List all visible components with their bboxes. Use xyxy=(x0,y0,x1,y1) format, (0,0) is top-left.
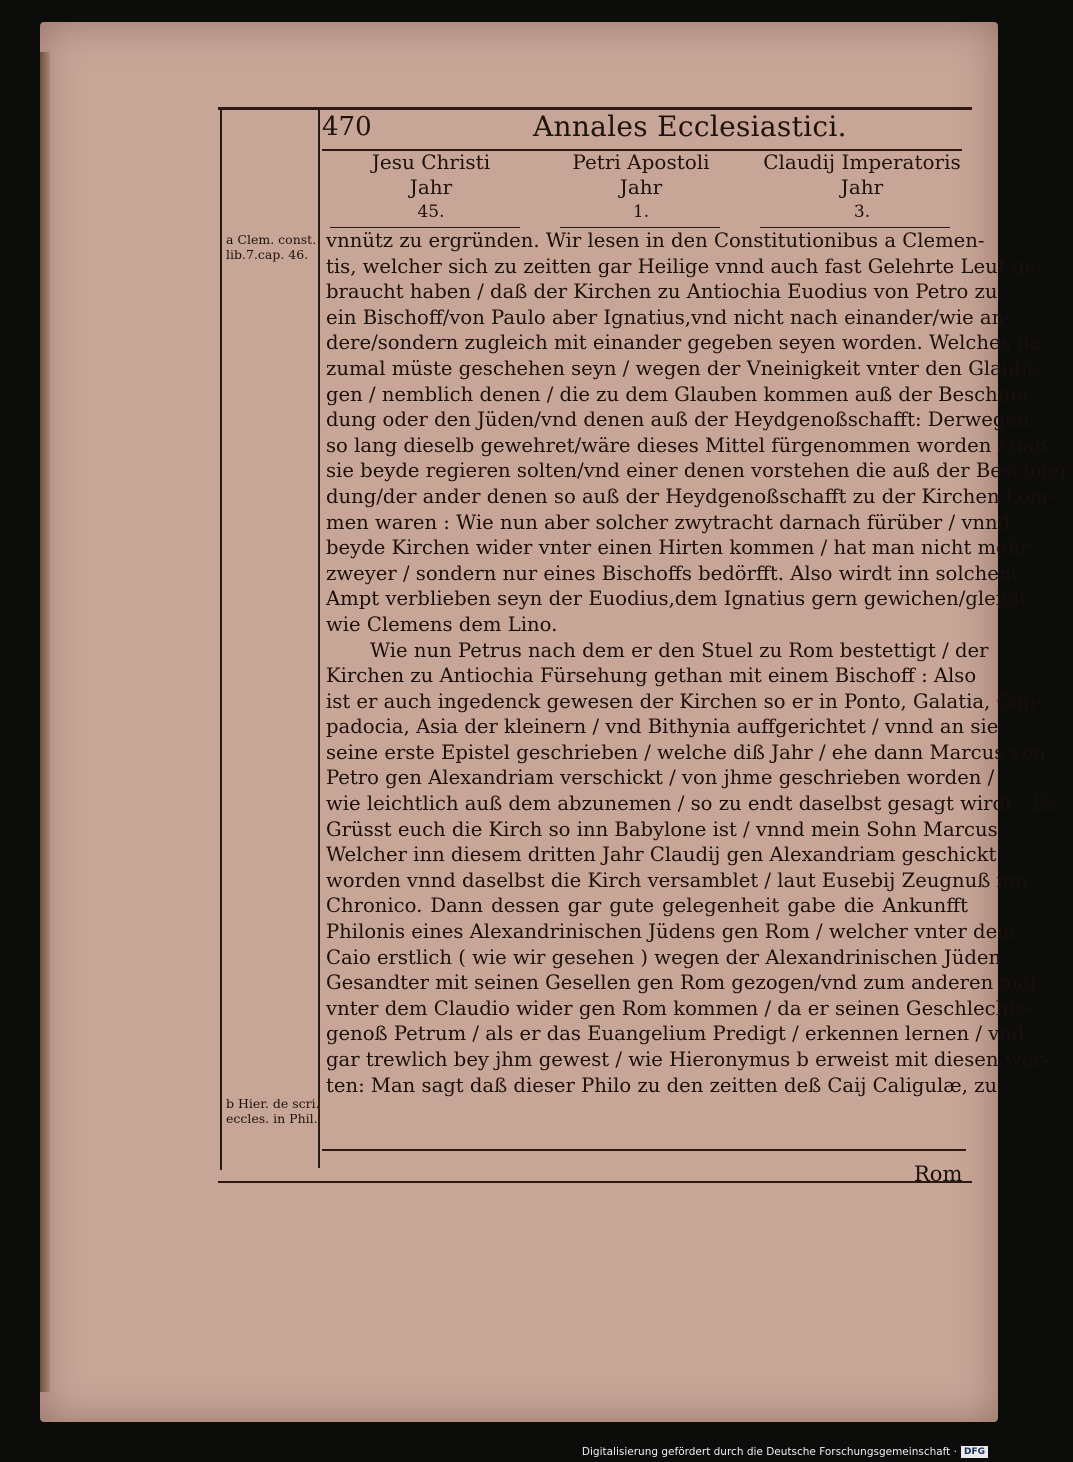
year-column-claudius xyxy=(762,150,962,225)
text-line: Chronico. Dann dessen gar gute gelegenheit gabe die Ankunfft xyxy=(326,894,968,918)
text-line: seine erste Epistel geschrieben / welche diß Jahr / ehe dann Marcus von xyxy=(326,740,1046,764)
text-line: dung oder den Jüden/vnd denen auß der Heydgenoßschafft: Derwegen xyxy=(326,408,1030,432)
text-line: zweyer / sondern nur eines Bischoffs bedörfft. Also wirdt inn solchem xyxy=(326,561,1018,585)
running-title: Annales Ecclesiastici. xyxy=(533,110,847,143)
marginal-note-line: eccles. in Phil. xyxy=(226,1111,318,1126)
text-line: vnter dem Claudio wider gen Rom kommen / da er seinen Geschlechts- xyxy=(326,996,1033,1020)
text-line: worden vnnd daselbst die Kirch versamblet / laut Eusebij Zeugnuß inn xyxy=(326,868,1029,892)
credit-text: Digitalisierung gefördert durch die Deutsche Forschungsgemeinschaft · xyxy=(581,1446,957,1458)
text-line: Caio erstlich ( wie wir gesehen ) wegen der Alexandrinischen Jüden xyxy=(326,945,1002,969)
dfg-logo: DFG xyxy=(961,1446,988,1458)
text-line: so lang dieselb gewehret/wäre dieses Mittel fürgenommen worden / daß xyxy=(326,433,1048,457)
year-column-label: Claudij Imperatoris xyxy=(763,150,961,174)
text-line: ein Bischoff/von Paulo aber Ignatius,vnd nicht nach einander/wie an- xyxy=(326,305,1011,329)
marginal-note-line: b Hier. de scri. xyxy=(226,1096,320,1111)
bottom-rule xyxy=(322,1149,966,1151)
marginal-note-a xyxy=(226,232,320,262)
text-line: dung/der ander denen so auß der Heydgenoßschafft zu der Kirchen kom- xyxy=(326,484,1055,508)
text-line: ten: Man sagt daß dieser Philo zu den zeitten deß Caij Caligulæ, zu xyxy=(326,1073,998,1097)
page-number: 470 xyxy=(322,112,372,142)
body-text xyxy=(326,228,1073,1098)
year-column-label: Jesu Christi xyxy=(371,150,491,174)
catchword: Rom xyxy=(914,1162,963,1186)
marginal-note-line: a Clem. const. xyxy=(226,232,317,247)
year-column-value: 45. xyxy=(417,202,445,222)
year-column-label: Jahr xyxy=(840,175,884,199)
text-line: wie leichtlich auß dem abzunemen / so zu endt daselbst gesagt wirdt : Es xyxy=(326,792,1057,816)
year-column-christ xyxy=(356,150,506,225)
year-column-peter xyxy=(566,150,716,225)
text-line: men waren : Wie nun aber solcher zwytracht darnach fürüber / vnnd xyxy=(326,510,1011,534)
year-column-label: Petri Apostoli xyxy=(572,150,710,174)
text-line: wie Clemens dem Lino. xyxy=(326,612,558,636)
text-line: ist er auch ingedenck gewesen der Kirchen so er in Ponto, Galatia, Cap- xyxy=(326,689,1043,713)
digitization-credit xyxy=(582,1446,988,1458)
text-line: braucht haben / daß der Kirchen zu Antiochia Euodius von Petro zu xyxy=(326,280,998,304)
text-line: Welcher inn diesem dritten Jahr Claudij gen Alexandriam geschickt xyxy=(326,843,997,867)
text-line: beyde Kirchen wider vnter einen Hirten kommen / hat man nicht mehr xyxy=(326,536,1030,560)
text-line: Ampt verblieben seyn der Euodius,dem Ignatius gern gewichen/gleich xyxy=(326,587,1026,611)
outer-bottom-rule xyxy=(218,1181,972,1183)
text-line: sie beyde regieren solten/vnd einer denen vorstehen die auß der Beschnei- xyxy=(326,459,1073,483)
year-column-label: Jahr xyxy=(619,175,663,199)
year-column-value: 1. xyxy=(632,202,650,222)
text-line: tis, welcher sich zu zeitten gar Heilige vnnd auch fast Gelehrte Leut ge- xyxy=(326,254,1043,278)
text-line: Kirchen zu Antiochia Fürsehung gethan mit einem Bischoff : Also xyxy=(326,664,977,688)
text-line: Grüsst euch die Kirch so inn Babylone ist / vnnd mein Sohn Marcus. xyxy=(326,817,1004,841)
text-line: Wie nun Petrus nach dem er den Stuel zu Rom bestettigt / der xyxy=(370,638,989,662)
text-line: vnnütz zu ergründen. Wir lesen in den Constitutionibus a Clemen- xyxy=(326,229,985,252)
text-line: Gesandter mit seinen Gesellen gen Rom gezogen/vnd zum anderen mal xyxy=(326,971,1036,995)
text-line: dere/sondern zugleich mit einander gegeben seyen worden. Welches da- xyxy=(326,331,1048,355)
text-line: Petro gen Alexandriam verschickt / von jhme geschrieben worden / xyxy=(326,766,995,790)
text-line: gar trewlich bey jhm gewest / wie Hieronymus b erweist mit diesen wor- xyxy=(326,1048,1050,1071)
left-frame-rule xyxy=(220,110,222,1170)
text-line: genoß Petrum / als er das Euangelium Predigt / erkennen lernen / vnd xyxy=(326,1022,1025,1046)
text-line: zumal müste geschehen seyn / wegen der Vneinigkeit vnter den Glaubi- xyxy=(326,356,1040,380)
marginal-note-line: lib.7.cap. 46. xyxy=(226,247,309,262)
year-column-label: Jahr xyxy=(409,175,453,199)
marginal-note-b xyxy=(226,1096,320,1126)
text-line: padocia, Asia der kleinern / vnd Bithynia auffgerichtet / vnnd an sie xyxy=(326,715,999,739)
text-line: gen / nemblich denen / die zu dem Glauben kommen auß der Beschnei- xyxy=(326,382,1035,406)
margin-divider-rule xyxy=(318,110,320,1168)
year-column-value: 3. xyxy=(853,202,871,222)
text-line: Philonis eines Alexandrinischen Jüdens gen Rom / welcher vnter dem xyxy=(326,920,1016,944)
